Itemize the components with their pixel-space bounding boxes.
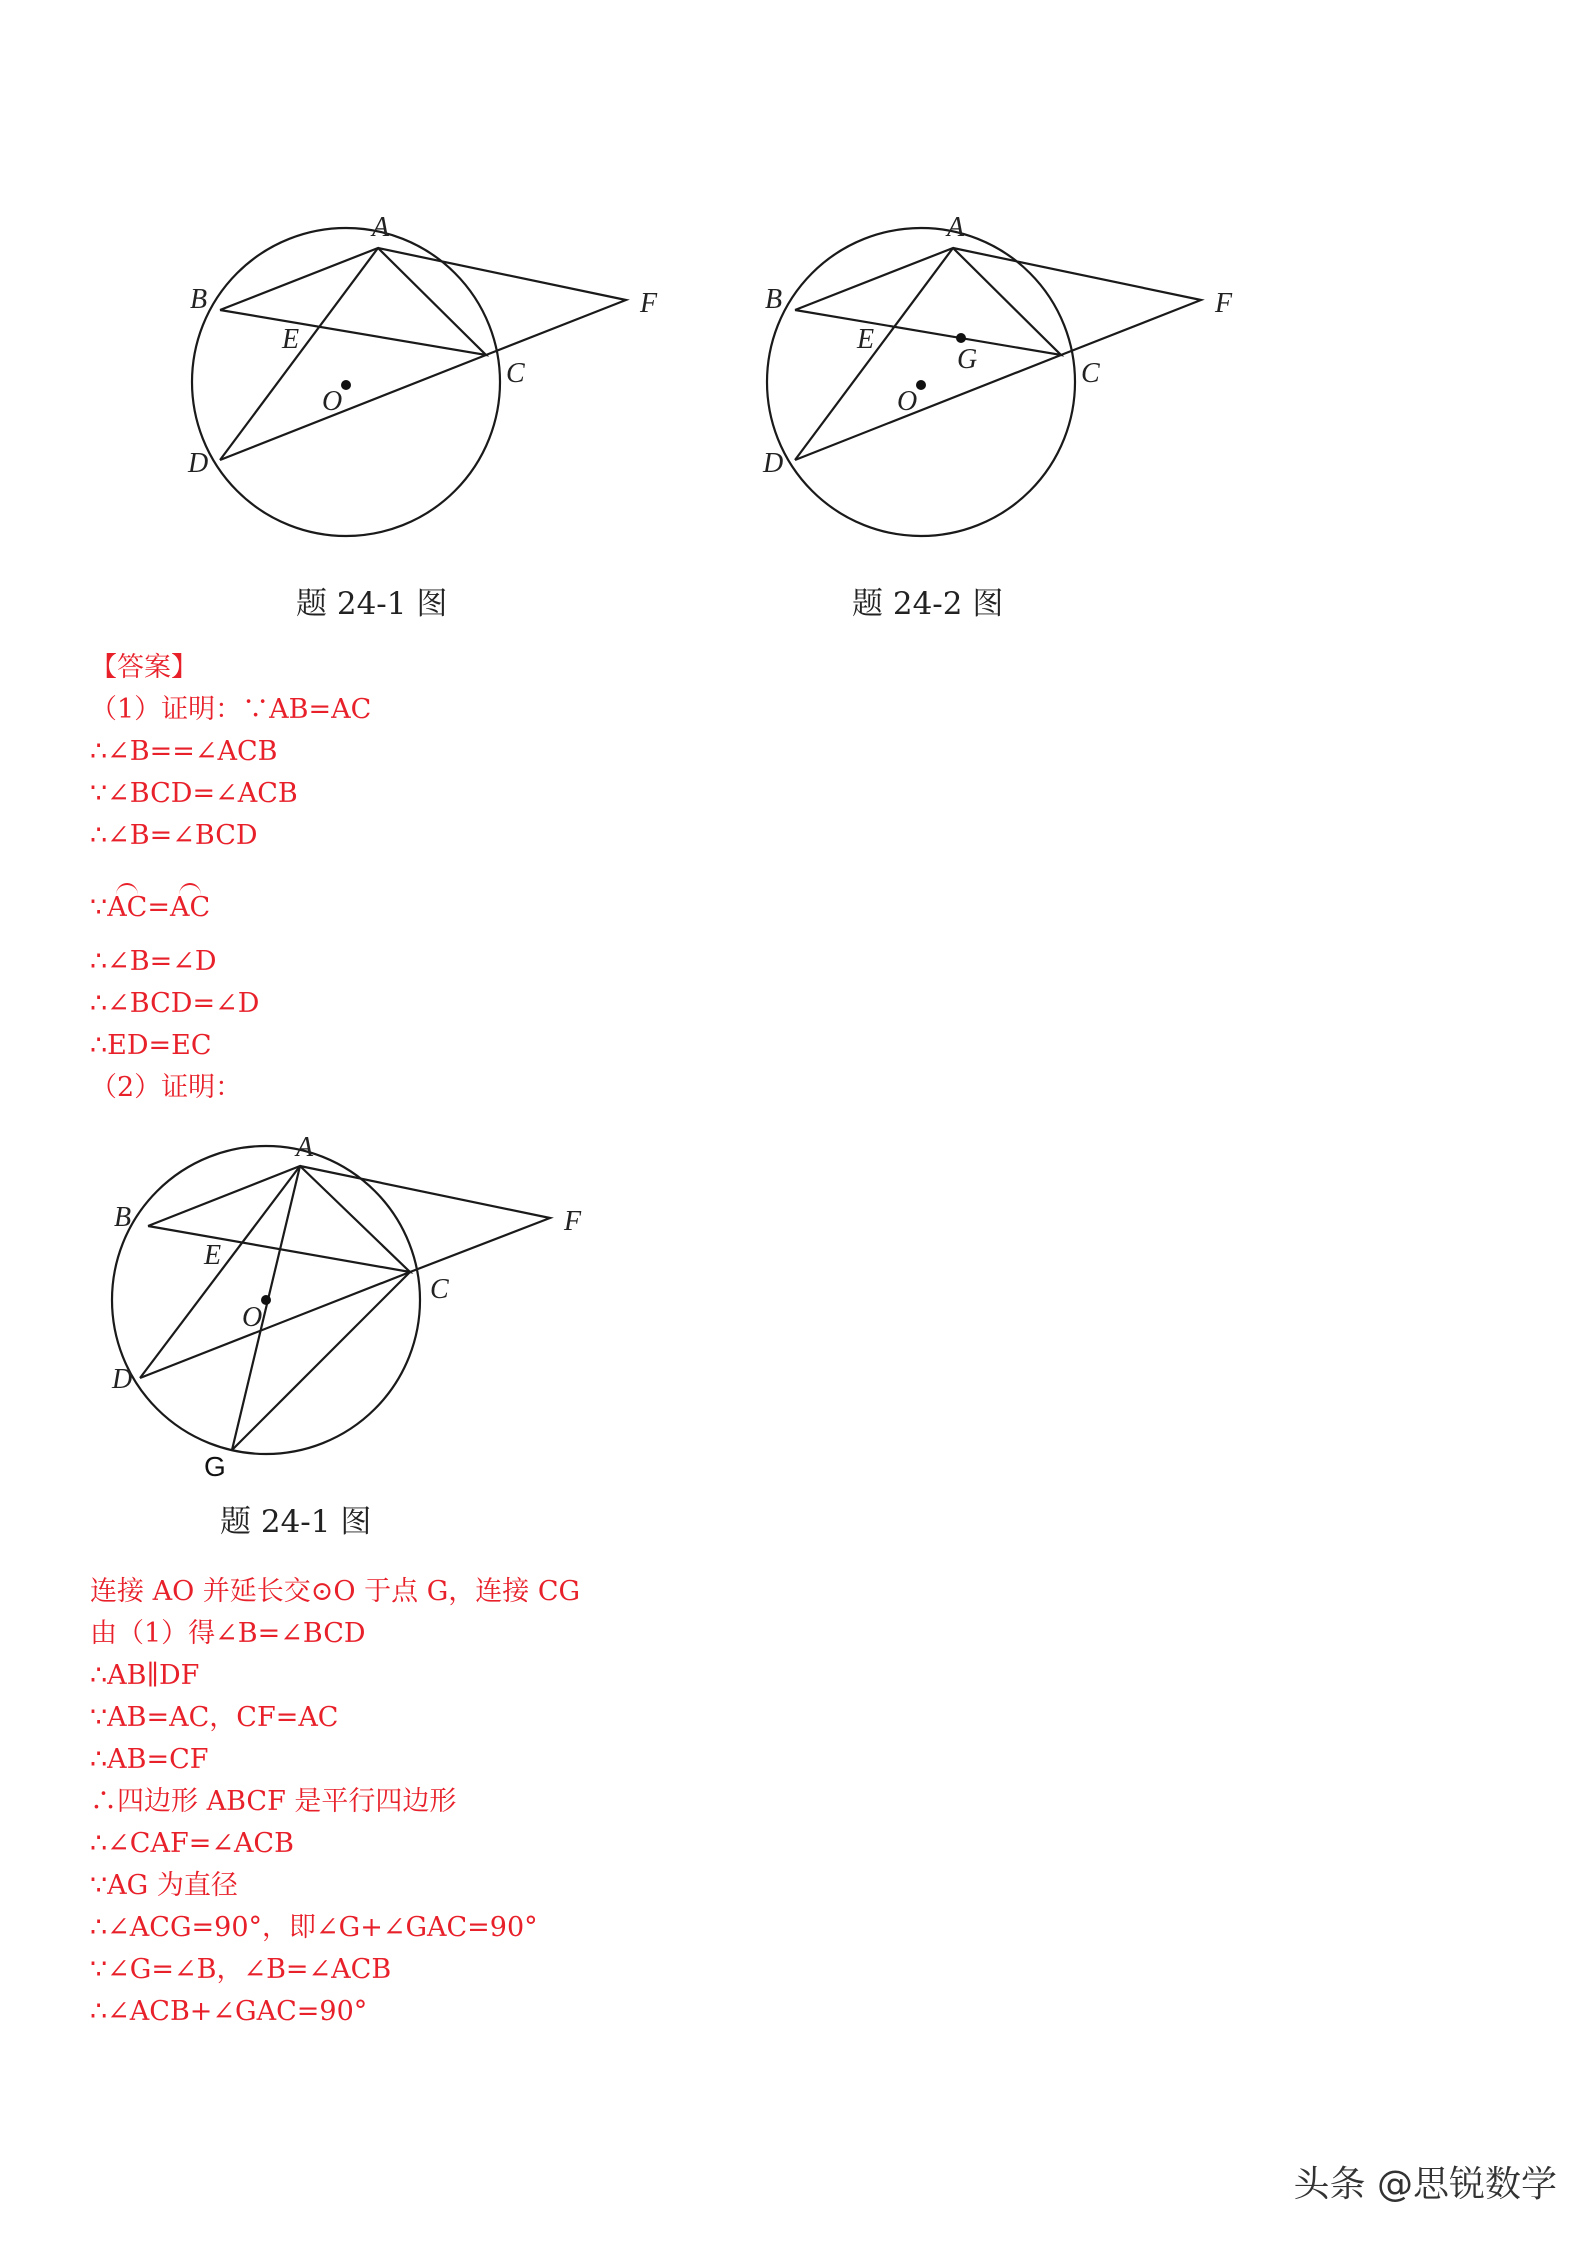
segment-cg [232,1272,410,1450]
segment-af-fc-3 [300,1166,550,1272]
point-f-2: F [1215,288,1233,319]
proof-line: ∴AB=CF [90,1744,209,1775]
proof-line: 连接 AO 并延长交⊙O 于点 G，连接 CG [90,1576,581,1607]
proof-line: ∴∠B==∠ACB [90,736,278,767]
arc-ac-2: AC [169,892,211,923]
figure-24-1-with-g-caption: 题 24-1 图 [220,1504,372,1540]
figure-24-1-caption: 题 24-1 图 [296,586,448,622]
point-d: D [188,448,209,479]
point-c-2: C [1081,358,1100,389]
watermark: 头条 @思锐数学 [1293,2164,1557,2205]
point-a-3: A [296,1132,314,1163]
proof-line: ∴∠CAF=∠ACB [90,1828,294,1859]
arc-prefix: ∵ [90,892,108,923]
figure-24-2-diagram [755,200,1255,550]
proof-line: ∴∠BCD=∠D [90,988,260,1019]
proof-line: 由（1）得∠B=∠BCD [90,1618,366,1649]
point-f-3: F [564,1206,582,1237]
point-g-2: G [957,344,978,375]
point-c: C [506,358,525,389]
proof-line: ∴∠ACB+∠GAC=90° [90,1996,368,2027]
answer-heading: 【答案】 [90,652,198,683]
point-c-3: C [430,1274,449,1305]
figure-24-1-with-g [100,1120,620,1480]
point-o: O [322,386,343,417]
segment-af-fc [378,248,626,355]
figure-24-1-with-g-diagram [100,1120,620,1480]
proof-line: ∴四边形 ABCF 是平行四边形 [90,1786,457,1817]
figure-24-1-diagram [180,200,680,550]
proof-line: ∵∠G=∠B，∠B=∠ACB [90,1954,392,1985]
segment-af-fc-2 [953,248,1201,355]
point-d-3: D [112,1364,133,1395]
proof-line: ∴∠B=∠BCD [90,820,258,851]
proof-line: ∴AB∥DF [90,1660,200,1691]
point-g-dot [956,333,966,343]
figure-24-2-caption: 题 24-2 图 [852,586,1004,622]
point-a: A [372,212,390,243]
center-dot [341,380,351,390]
figure-24-2 [755,200,1255,550]
point-e-2: E [857,324,875,355]
point-o-3: O [242,1302,263,1333]
proof-line: （2）证明： [90,1072,243,1103]
point-d-2: D [763,448,784,479]
point-f: F [640,288,658,319]
proof-line: ∵AG 为直径 [90,1870,238,1901]
center-dot-3 [261,1295,271,1305]
point-e: E [282,324,300,355]
figure-24-1 [180,200,680,550]
arc-equation [90,892,210,924]
point-b-3: B [114,1202,132,1233]
proof-line: ∴ED=EC [90,1030,212,1061]
point-a-2: A [947,212,965,243]
point-o-2: O [897,386,918,417]
point-b: B [190,284,208,315]
point-b-2: B [765,284,783,315]
center-dot-2 [916,380,926,390]
proof-line: ∴∠B=∠D [90,946,217,977]
proof-line: ∵∠BCD=∠ACB [90,778,298,809]
point-g-3: G [204,1451,226,1480]
arc-ac-1: AC [107,892,148,923]
arc-equals: = [147,892,170,923]
proof-line: ∵AB=AC，CF=AC [90,1702,339,1733]
point-e-3: E [204,1240,222,1271]
proof-line: ∴∠ACG=90°，即∠G+∠GAC=90° [90,1912,538,1943]
proof-line: （1）证明：∵AB=AC [90,694,372,725]
